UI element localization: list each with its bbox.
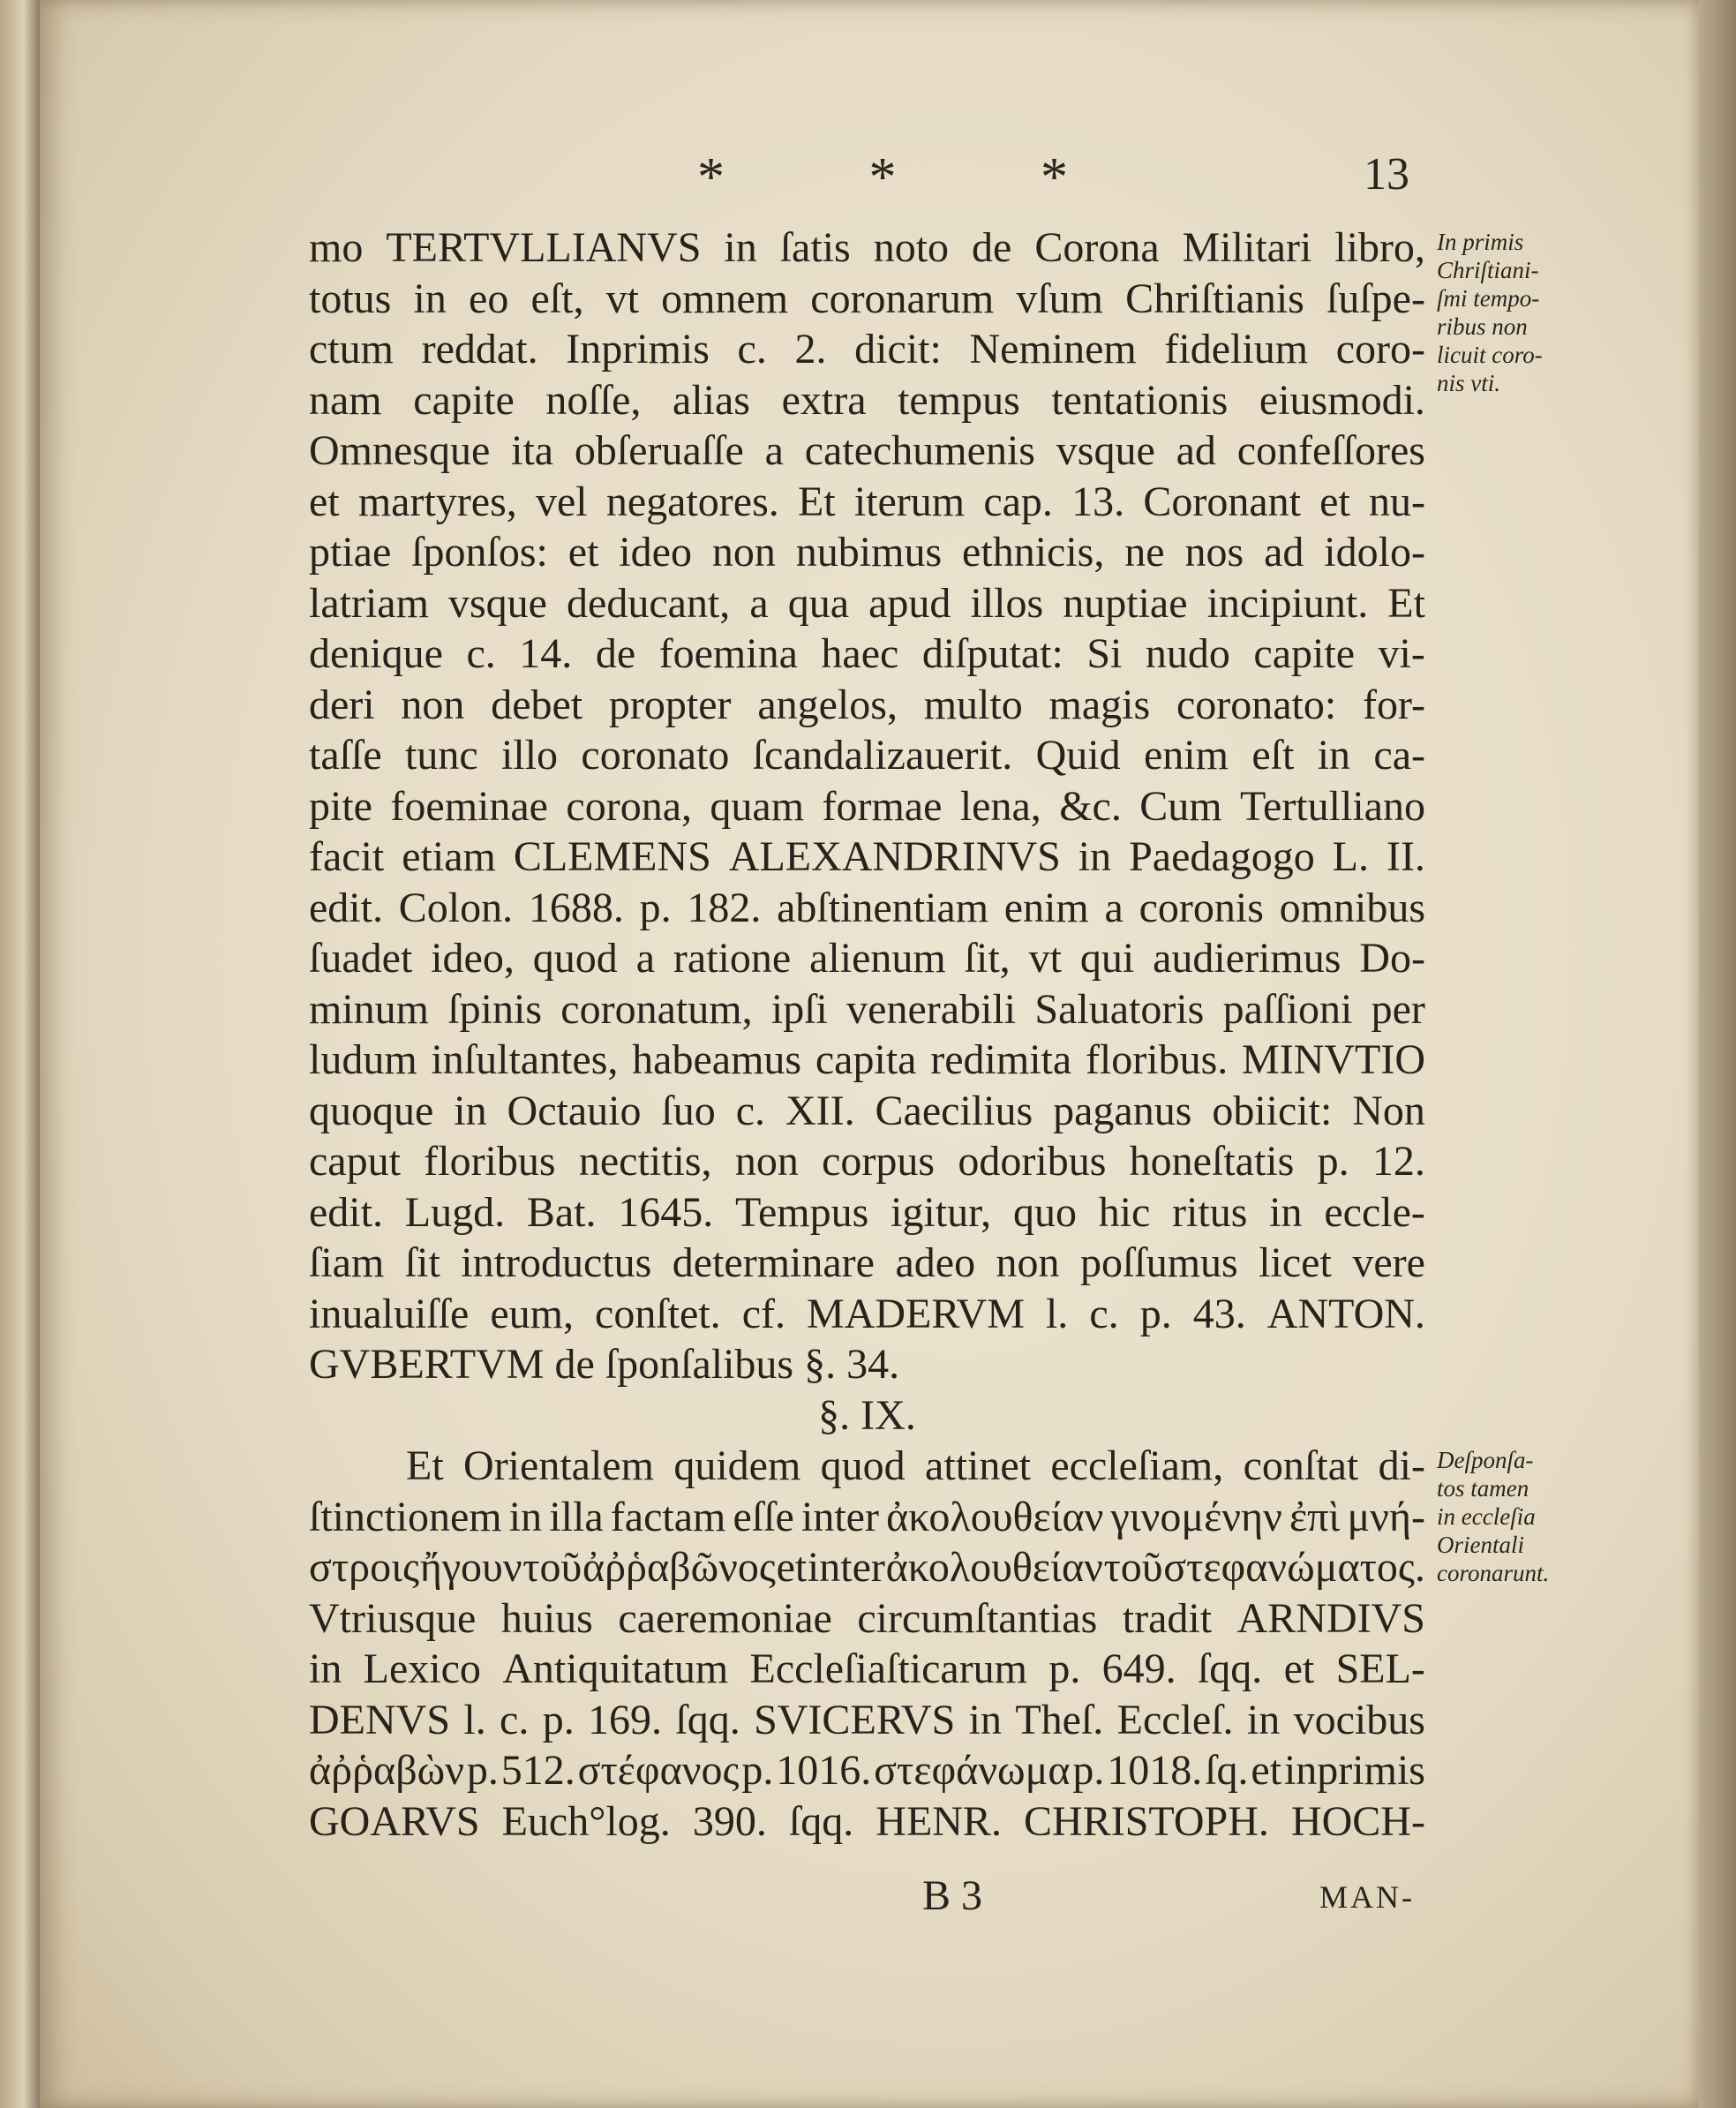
text-line: GVBERTVM de ſponſalibus §. 34.	[309, 1341, 900, 1388]
text-line: deri non debet propter angelos, multo magis coronato: for-	[309, 681, 1425, 728]
text-line: totus in eo eſt, vt omnem coronarum vſum Chriſtianis ſuſpe-	[309, 275, 1425, 322]
margin-note-line: Orientali	[1437, 1532, 1524, 1558]
text-line: ſiam ſit introductus determinare adeo non poſſumus licet vere	[309, 1239, 1425, 1286]
margin-note-line: coronarunt.	[1437, 1560, 1550, 1586]
text-line: edit. Colon. 1688. p. 182. abſtinentiam enim a coronis omnibus	[309, 884, 1425, 931]
text-line: caput floribus nectitis, non corpus odoribus honeſtatis p. 12.	[309, 1138, 1425, 1185]
text-line: minum ſpinis coronatum, ipſi venerabili Saluatoris paſſioni per	[309, 985, 1425, 1033]
text-line: ἀῤῥαβὼν p. 512. στέφανος p. 1016. στεφάνωμα p. 1018. ſq. et inprimis	[309, 1747, 1425, 1794]
margin-note-line: nis vti.	[1437, 370, 1500, 396]
text-line: in Lexico Antiquitatum Eccleſiaſticarum p. 649. ſqq. et SEL-	[309, 1645, 1425, 1692]
ornament-stars	[697, 147, 1068, 207]
facing-page-edge	[0, 0, 40, 2108]
text-line: nam capite noſſe, alias extra tempus tentationis eiusmodi.	[309, 376, 1425, 424]
text-line: Vtriusque huius caeremoniae circumſtantias tradit ARNDIVS	[309, 1594, 1425, 1642]
text-line: στροις ἤγουν τοῦ ἀῤῥαβῶνος et inter ἀκολουθείαν τοῦ στεφανώματος.	[309, 1544, 1425, 1591]
catchword: MAN-	[1319, 1879, 1415, 1915]
star-ornament: *	[1041, 147, 1068, 207]
page-number: 13	[1364, 149, 1409, 200]
section-heading: §. IX.	[818, 1391, 916, 1439]
text-line: pite foeminae corona, quam formae lena, &c. Cum Tertulliano	[309, 782, 1425, 830]
text-line: quoque in Octauio ſuo c. XII. Caecilius paganus obiicit: Non	[309, 1087, 1425, 1134]
text-line: facit etiam CLEMENS ALEXANDRINVS in Paedagogo L. II.	[309, 833, 1425, 880]
text-line: GOARVS Euch°log. 390. ſqq. HENR. CHRISTOPH. HOCH-	[309, 1797, 1425, 1845]
margin-note-1	[1437, 228, 1543, 397]
margin-note-line: Chriſtiani-	[1437, 257, 1539, 283]
margin-note-line: In primis	[1437, 229, 1524, 255]
text-line: Omnesque ita obſeruaſſe a catechumenis vsque ad confeſſores	[309, 427, 1425, 474]
text-line: denique c. 14. de foemina haec diſputat: Si nudo capite vi-	[309, 630, 1425, 677]
margin-note-line: ribus non	[1437, 313, 1528, 340]
signature-mark: B 3	[922, 1872, 983, 1919]
page-right-edge	[1699, 0, 1736, 2108]
margin-note-line: ſmi tempo-	[1437, 285, 1540, 312]
margin-note-line: tos tamen	[1437, 1475, 1529, 1502]
margin-note-line: in eccleſia	[1437, 1503, 1536, 1530]
text-line: edit. Lugd. Bat. 1645. Tempus igitur, quo hic ritus in eccle-	[309, 1188, 1425, 1236]
text-line: Et Orientalem quidem quod attinet eccleſiam, conſtat di-	[406, 1442, 1425, 1489]
margin-note-line: licuit coro-	[1437, 342, 1543, 368]
text-line: ctum reddat. Inprimis c. 2. dicit: Neminem fidelium coro-	[309, 326, 1425, 373]
body-text	[309, 222, 1425, 1847]
text-line: taſſe tunc illo coronato ſcandalizauerit. Quid enim eſt in ca-	[309, 732, 1425, 779]
text-line: et martyres, vel negatores. Et iterum cap. 13. Coronant et nu-	[309, 478, 1425, 525]
text-line: DENVS l. c. p. 169. ſqq. SVICERVS in Theſ. Eccleſ. in vocibus	[309, 1696, 1425, 1743]
text-line: latriam vsque deducant, a qua apud illos nuptiae incipiunt. Et	[309, 579, 1425, 627]
margin-note-2	[1437, 1446, 1549, 1587]
star-ornament: *	[868, 147, 897, 207]
text-line: ptiae ſponſos: et ideo non nubimus ethnicis, ne nos ad idolo-	[309, 529, 1425, 576]
text-line: inualuiſſe eum, conſtet. cf. MADERVM l. c. p. 43. ANTON.	[309, 1290, 1425, 1337]
text-line: ſuadet ideo, quod a ratione alienum ſit, vt qui audierimus Do-	[309, 935, 1425, 982]
text-line: ludum inſultantes, habeamus capita redimita floribus. MINVTIO	[309, 1036, 1425, 1083]
star-ornament: *	[697, 147, 725, 207]
margin-note-line: Deſponſa-	[1437, 1447, 1534, 1473]
text-line: mo TERTVLLIANVS in ſatis noto de Corona Militari libro,	[309, 224, 1425, 271]
text-line: ſtinctionem in illa factam eſſe inter ἀκολουθείαν γινομένην ἐπὶ μνή-	[309, 1493, 1425, 1540]
